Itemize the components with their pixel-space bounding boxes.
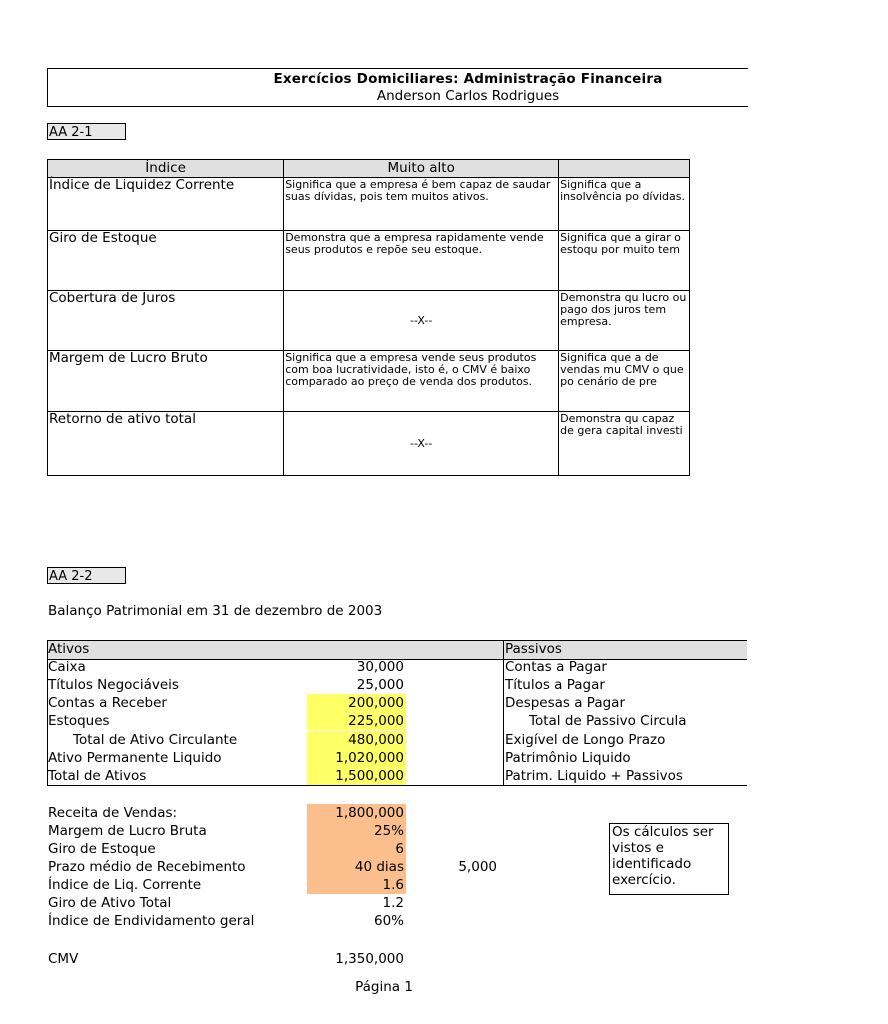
metric-value: 60% (373, 913, 404, 929)
asset-label: Caixa (48, 659, 86, 675)
table-row (48, 351, 690, 412)
asset-value: 1,020,000 (307, 749, 406, 767)
metric-label: Índice de Endividamento geral (48, 913, 255, 929)
asset-value: 480,000 (307, 731, 406, 749)
asset-label: Estoques (48, 713, 110, 729)
row-low-desc: Demonstra qu capaz de gera capital investi (559, 412, 690, 476)
row-high-desc: --X-- (284, 412, 559, 476)
metric-label: Receita de Vendas: (48, 805, 178, 821)
metric-value: 1,800,000 (307, 804, 406, 822)
asset-value: 200,000 (307, 694, 406, 712)
liability-label: Patrimônio Liquido (505, 750, 631, 766)
document-author: Anderson Carlos Rodrigues (376, 88, 560, 104)
liability-label: Despesas a Pagar (505, 695, 626, 711)
row-low-desc: Significa que a de vendas mu CMV o que po cenário de pre (559, 351, 690, 412)
row-high-desc: --X-- (284, 291, 559, 351)
section-tag-aa22: AA 2-2 (47, 567, 126, 584)
metric-label: Margem de Lucro Bruta (48, 823, 207, 839)
row-high-desc: Demonstra que a empresa rapidamente vende seus produtos e repõe seu estoque. (284, 231, 559, 291)
row-low-desc: Significa que a girar o estoqu por muito tem (559, 231, 690, 291)
asset-label: Ativo Permanente Liquido (48, 750, 222, 766)
section-tag-aa21: AA 2-1 (47, 123, 126, 140)
metric-label: Giro de Ativo Total (48, 895, 172, 911)
row-low-desc: Demonstra qu lucro ou pago dos juros tem empresa. (559, 291, 690, 351)
asset-value: 30,000 (356, 659, 404, 675)
liability-label: Exigível de Longo Prazo (505, 732, 666, 748)
asset-label: Total de Ativo Circulante (73, 732, 238, 748)
metric-value: 40 dias (307, 858, 406, 876)
asset-label: Total de Ativos (48, 768, 147, 784)
balance-header-row (47, 640, 747, 660)
asset-label: Contas a Receber (48, 695, 167, 711)
row-name: Cobertura de Juros (48, 291, 284, 351)
balance-bottom-border (47, 785, 747, 786)
calculation-note: Os cálculos ser vistos e identificado exercício. (609, 823, 729, 895)
page-footer: Página 1 (355, 979, 413, 995)
assets-header: Ativos (48, 641, 90, 657)
column-header-high: Muito alto (284, 160, 559, 178)
table-row (48, 231, 690, 291)
metric-label: Prazo médio de Recebimento (48, 859, 246, 875)
column-header-low (559, 160, 690, 178)
metric-value: 6 (307, 840, 406, 858)
asset-value: 1,500,000 (307, 767, 406, 785)
cmv-value: 1,350,000 (335, 951, 404, 967)
asset-value: 225,000 (307, 712, 406, 730)
liability-label: Contas a Pagar (505, 659, 607, 675)
index-table-header (48, 160, 690, 178)
row-high-desc: Significa que a empresa vende seus produtos com boa lucratividade, isto é, o CMV é baixo comparado ao preço de venda dos produtos. (284, 351, 559, 412)
row-low-desc: Significa que a insolvência po dívidas. (559, 178, 690, 231)
metric-value: 25% (307, 822, 406, 840)
index-table (47, 159, 690, 476)
table-row (48, 412, 690, 476)
row-name: Margem de Lucro Bruto (48, 351, 284, 412)
document-header (47, 68, 748, 107)
table-row (48, 178, 690, 231)
liabilities-header: Passivos (505, 641, 562, 657)
row-name: Retorno de ativo total (48, 412, 284, 476)
liability-label: Patrim. Liquido + Passivos (505, 768, 683, 784)
metric-label: Giro de Estoque (48, 841, 156, 857)
document-title: Exercícios Domiciliares: Administração Financeira (273, 71, 663, 87)
table-row (48, 291, 690, 351)
cmv-label: CMV (48, 951, 79, 967)
row-name: Índice de Liquidez Corrente (48, 178, 284, 231)
metric-value: 1.2 (382, 895, 404, 911)
metric-label: Índice de Liq. Corrente (48, 877, 202, 893)
asset-value: 25,000 (356, 677, 404, 693)
liability-label: Total de Passivo Circula (529, 713, 687, 729)
metric-extra-value: 5,000 (458, 859, 497, 875)
balance-divider (503, 640, 504, 786)
metric-value: 1.6 (307, 876, 406, 894)
column-header-index: Índice (48, 160, 284, 178)
row-high-desc: Significa que a empresa é bem capaz de saudar suas dívidas, pois tem muitos ativos. (284, 178, 559, 231)
asset-label: Títulos Negociáveis (48, 677, 179, 693)
balance-caption: Balanço Patrimonial em 31 de dezembro de 2003 (48, 603, 383, 619)
row-name: Giro de Estoque (48, 231, 284, 291)
liability-label: Títulos a Pagar (505, 677, 605, 693)
